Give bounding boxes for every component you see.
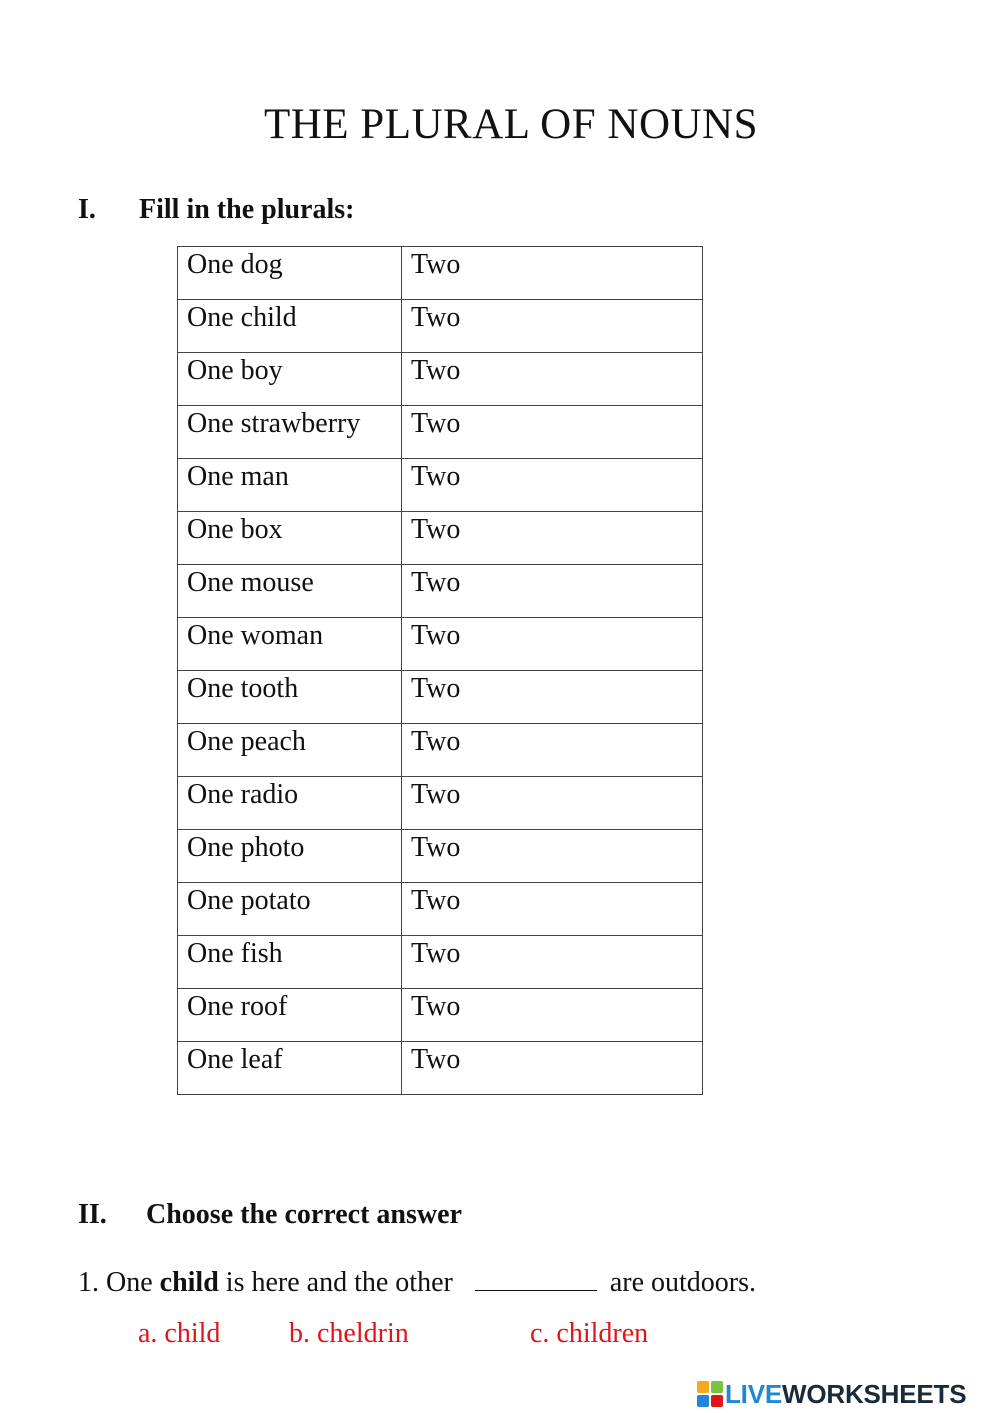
answer-blank[interactable] [475, 1266, 597, 1291]
singular-cell: One child [178, 300, 402, 353]
plural-answer-cell[interactable]: Two [402, 830, 703, 883]
singular-cell: One mouse [178, 565, 402, 618]
singular-cell: One dog [178, 247, 402, 300]
plurals-table [177, 246, 703, 1095]
question-1-prefix: 1. One [78, 1267, 160, 1298]
plural-answer-cell[interactable]: Two [402, 406, 703, 459]
question-1-keyword: child [159, 1267, 219, 1298]
liveworksheets-logo-icon [697, 1381, 723, 1407]
table-row [178, 671, 703, 724]
plural-answer-cell[interactable]: Two [402, 247, 703, 300]
table-row [178, 989, 703, 1042]
plural-answer-cell[interactable]: Two [402, 777, 703, 830]
option-b[interactable]: b. cheldrin [289, 1318, 409, 1349]
plural-answer-cell[interactable]: Two [402, 300, 703, 353]
liveworksheets-logo-text [725, 1379, 966, 1409]
table-row [178, 1042, 703, 1095]
table-row [178, 883, 703, 936]
plural-answer-cell[interactable]: Two [402, 565, 703, 618]
singular-cell: One tooth [178, 671, 402, 724]
singular-cell: One man [178, 459, 402, 512]
table-row [178, 777, 703, 830]
singular-cell: One potato [178, 883, 402, 936]
section-1-heading [78, 194, 354, 226]
singular-cell: One fish [178, 936, 402, 989]
section-1-number: I. [78, 194, 96, 225]
table-row [178, 512, 703, 565]
singular-cell: One roof [178, 989, 402, 1042]
singular-cell: One strawberry [178, 406, 402, 459]
plural-answer-cell[interactable]: Two [402, 459, 703, 512]
plural-answer-cell[interactable]: Two [402, 512, 703, 565]
plural-answer-cell[interactable]: Two [402, 883, 703, 936]
question-1-suffix: are outdoors. [602, 1267, 757, 1298]
table-row [178, 936, 703, 989]
plural-answer-cell[interactable]: Two [402, 353, 703, 406]
section-2-heading [78, 1199, 462, 1231]
singular-cell: One box [178, 512, 402, 565]
singular-cell: One peach [178, 724, 402, 777]
singular-cell: One boy [178, 353, 402, 406]
singular-cell: One leaf [178, 1042, 402, 1095]
option-a[interactable]: a. child [138, 1318, 221, 1349]
singular-cell: One photo [178, 830, 402, 883]
page-title: THE PLURAL OF NOUNS [263, 101, 759, 148]
table-row [178, 459, 703, 512]
section-1-title: Fill in the plurals: [139, 194, 355, 225]
plural-answer-cell[interactable]: Two [402, 1042, 703, 1095]
table-row [178, 353, 703, 406]
singular-cell: One radio [178, 777, 402, 830]
table-row [178, 618, 703, 671]
singular-cell: One woman [178, 618, 402, 671]
question-1-middle: is here and the other [218, 1267, 453, 1298]
plural-answer-cell[interactable]: Two [402, 618, 703, 671]
table-row [178, 300, 703, 353]
table-row [178, 565, 703, 618]
table-row [178, 830, 703, 883]
question-1 [78, 1266, 756, 1299]
plural-answer-cell[interactable]: Two [402, 936, 703, 989]
section-2-number: II. [78, 1199, 107, 1230]
table-row [178, 406, 703, 459]
table-row [178, 247, 703, 300]
liveworksheets-logo[interactable] [697, 1378, 966, 1410]
plural-answer-cell[interactable]: Two [402, 724, 703, 777]
logo-text-live: LIVE [725, 1379, 782, 1409]
table-row [178, 724, 703, 777]
plural-answer-cell[interactable]: Two [402, 671, 703, 724]
logo-text-worksheets: WORKSHEETS [782, 1379, 967, 1409]
plural-answer-cell[interactable]: Two [402, 989, 703, 1042]
option-c[interactable]: c. children [530, 1318, 649, 1349]
section-2-title: Choose the correct answer [146, 1199, 462, 1230]
